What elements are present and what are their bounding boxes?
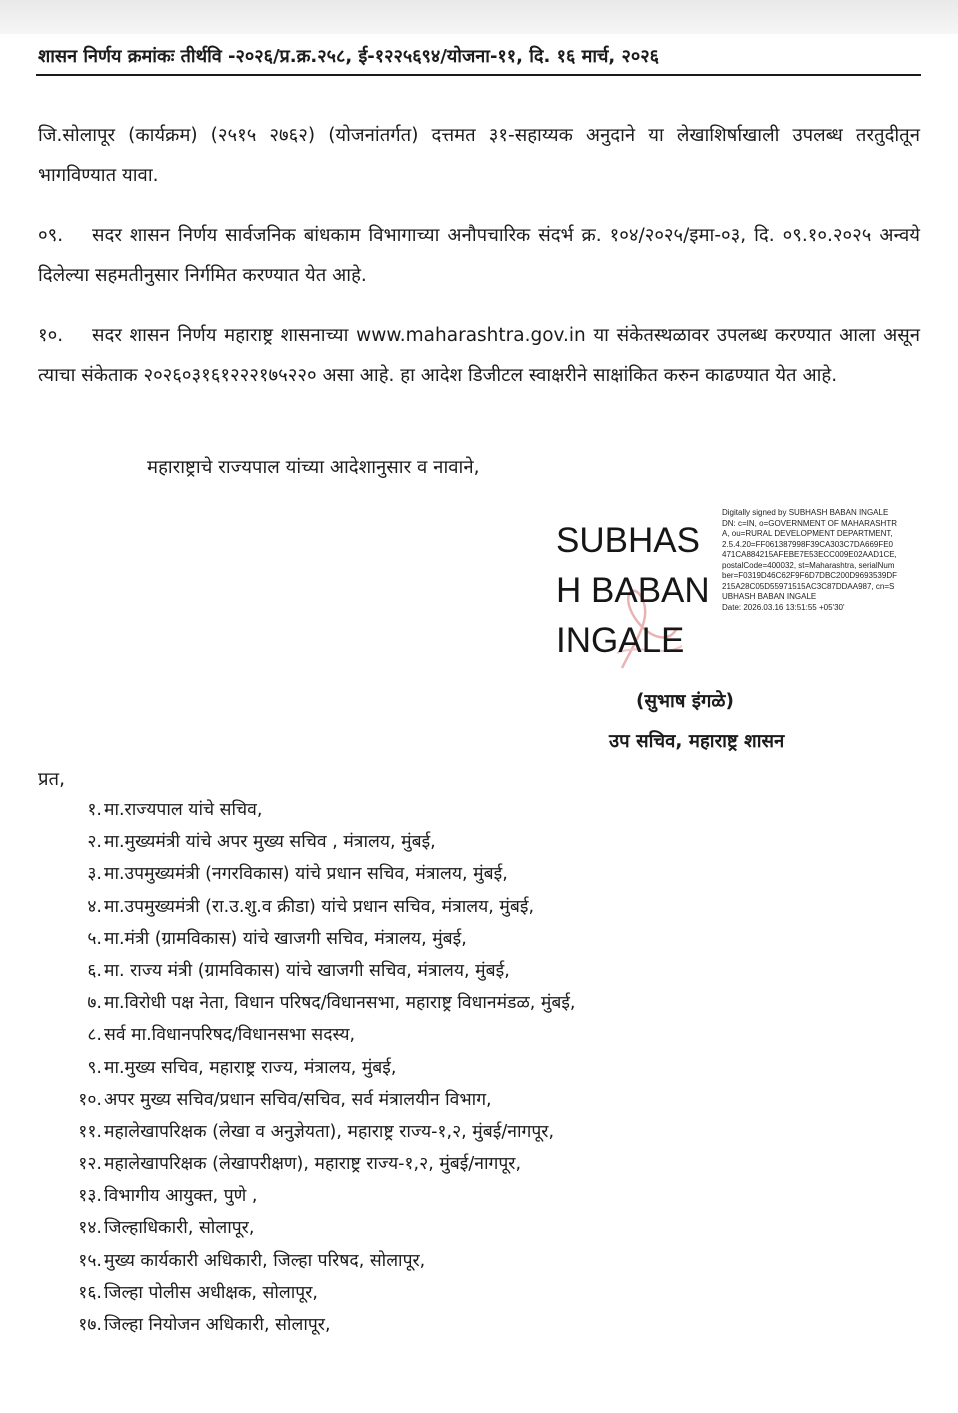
list-item-text: मुख्य कार्यकारी अधिकारी, जिल्हा परिषद, सोलापूर,	[104, 1250, 426, 1271]
paragraph-10	[38, 316, 920, 396]
list-item	[60, 894, 576, 926]
list-item-number: ३.	[87, 864, 102, 885]
list-item	[60, 1183, 576, 1215]
list-item-text: अपर मुख्य सचिव/प्रधान सचिव/सचिव, सर्व मंत्रालयीन विभाग,	[104, 1089, 492, 1110]
list-item	[60, 1022, 576, 1054]
list-item-number: ९.	[87, 1057, 102, 1078]
list-item	[60, 829, 576, 861]
list-item-text: मा.विरोधी पक्ष नेता, विधान परिषद/विधानसभा, महाराष्ट्र विधानमंडळ, मुंबई,	[104, 993, 576, 1014]
list-item-text: जिल्हाधिकारी, सोलापूर,	[104, 1218, 255, 1239]
list-item-text: मा.उपमुख्यमंत्री (रा.उ.शु.व क्रीडा) यांचे प्रधान सचिव, मंत्रालय, मुंबई,	[104, 896, 535, 917]
list-item	[60, 990, 576, 1022]
list-item-number: २.	[87, 832, 102, 853]
digital-signature-block	[552, 508, 897, 678]
list-item-number: १३.	[78, 1186, 102, 1207]
list-item-number: १७.	[78, 1315, 102, 1335]
signature-details: Digitally signed by SUBHASH BABAN INGALE DN: c=IN, o=GOVERNMENT OF MAHARASHTRA, ou=RURAL DEVELOPMENT DEPARTMENT, 2.5.4.20=FF061387998F39CA303C7DA669FE0471CA884215AFEBE7E53ECC009E02AAD1CE, postalCode=400032, st=Maharashtra, serialNumber=F0319D46C62F9F6D7DBC200D9693539DF215A28C05D55971515AC3C87DDAA987, cn=SUBHASH BABAN INGALE Date: 2026.03.16 13:51:55 +05'30'	[722, 508, 897, 612]
header-divider	[36, 74, 921, 76]
list-item-text: महालेखापरिक्षक (लेखापरीक्षण), महाराष्ट्र राज्य-१,२, मुंबई/नागपूर,	[104, 1154, 522, 1175]
list-item	[60, 1055, 576, 1087]
list-item-number: १०.	[78, 1089, 102, 1110]
list-item-text: मा.मुख्यमंत्री यांचे अपर मुख्य सचिव , मंत्रालय, मुंबई,	[104, 832, 436, 853]
list-item-number: १६.	[78, 1282, 102, 1303]
paragraph-text: जि.सोलापूर (कार्यक्रम) (२५१५ २७६२) (योजनांतर्गत) दत्तमत ३१-सहाय्यक अनुदाने या लेखाशिर्षाखाली उपलब्ध तरतुदीतून भागविण्यात यावा.	[38, 125, 920, 186]
list-item-number: ७.	[87, 993, 102, 1014]
list-item-text: मा.मंत्री (ग्रामविकास) यांचे खाजगी सचिव, मंत्रालय, मुंबई,	[104, 928, 467, 949]
list-item-text: मा.उपमुख्यमंत्री (नगरविकास) यांचे प्रधान सचिव, मंत्रालय, मुंबई,	[104, 864, 508, 885]
paragraph-number: १०.	[38, 325, 64, 346]
list-item-text: मा.राज्यपाल यांचे सचिव,	[104, 800, 263, 820]
list-item	[60, 1312, 576, 1344]
signatory-designation: उप सचिव, महाराष्ट्र शासन	[609, 731, 785, 752]
list-item	[60, 1151, 576, 1183]
viewer-top-bar	[0, 0, 958, 34]
paragraph-09	[38, 216, 920, 296]
list-item-number: ५.	[87, 928, 102, 949]
list-item-text: विभागीय आयुक्त, पुणे ,	[104, 1186, 258, 1207]
list-item-text: महालेखापरिक्षक (लेखा व अनुज्ञेयता), महाराष्ट्र राज्य-१,२, मुंबई/नागपूर,	[104, 1121, 555, 1142]
list-item-number: ६.	[87, 960, 102, 981]
list-item-number: १२.	[78, 1154, 102, 1175]
gr-reference-header: शासन निर्णय क्रमांकः तीर्थवि -२०२६/प्र.क्र.२५८, ई-१२२५६९४/योजना-११, दि. १६ मार्च, २०२६	[38, 46, 659, 67]
list-item-number: ४.	[87, 896, 102, 917]
list-item	[60, 1215, 576, 1247]
paragraph-text: सदर शासन निर्णय महाराष्ट्र शासनाच्या www.maharashtra.gov.in या संकेतस्थळावर उपलब्ध करण्यात आला असून त्याचा संकेताक २०२६०३१६१२२२१७५२२० असा आहे. हा आदेश डिजीटल स्वाक्षरीने साक्षांकित करुन काढण्यात येत आहे.	[38, 325, 920, 386]
signatory-marathi-name: (सुभाष इंगळे)	[636, 691, 734, 712]
paragraph-number: ०९.	[38, 225, 64, 246]
list-item-number: १.	[87, 800, 102, 820]
list-item-text: मा. राज्य मंत्री (ग्रामविकास) यांचे खाजगी सचिव, मंत्रालय, मुंबई,	[104, 960, 510, 981]
signatory-name: SUBHAS H BABAN INGALE	[556, 521, 710, 660]
list-item	[60, 1248, 576, 1280]
list-item	[60, 958, 576, 990]
list-item-number: ८.	[87, 1025, 102, 1046]
list-item-number: १४.	[78, 1218, 102, 1239]
list-item	[60, 1280, 576, 1312]
list-item	[60, 861, 576, 893]
list-item	[60, 926, 576, 958]
list-item	[60, 1087, 576, 1119]
list-item-number: १५.	[78, 1250, 102, 1271]
paragraph-text: सदर शासन निर्णय सार्वजनिक बांधकाम विभागाच्या अनौपचारिक संदर्भ क्र. १०४/२०२५/इमा-०३, दि. ०९.१०.२०२५ अन्वये दिलेल्या सहमतीनुसार निर्गमित करण्यात येत आहे.	[38, 225, 920, 286]
list-item-text: जिल्हा पोलीस अधीक्षक, सोलापूर,	[104, 1282, 318, 1303]
copy-to-list	[60, 797, 576, 1344]
list-item-number: ११.	[78, 1121, 102, 1142]
list-item-text: सर्व मा.विधानपरिषद/विधानसभा सदस्य,	[104, 1025, 356, 1046]
list-item-text: मा.मुख्य सचिव, महाराष्ट्र राज्य, मंत्रालय, मुंबई,	[104, 1057, 397, 1078]
list-item	[60, 1119, 576, 1151]
list-item-text: जिल्हा नियोजन अधिकारी, सोलापूर,	[104, 1315, 331, 1335]
paragraph-continuation	[38, 116, 920, 196]
closing-line: महाराष्ट्राचे राज्यपाल यांच्या आदेशानुसार व नावाने,	[147, 457, 480, 478]
list-item	[60, 797, 576, 829]
copy-to-heading: प्रत,	[38, 769, 65, 790]
